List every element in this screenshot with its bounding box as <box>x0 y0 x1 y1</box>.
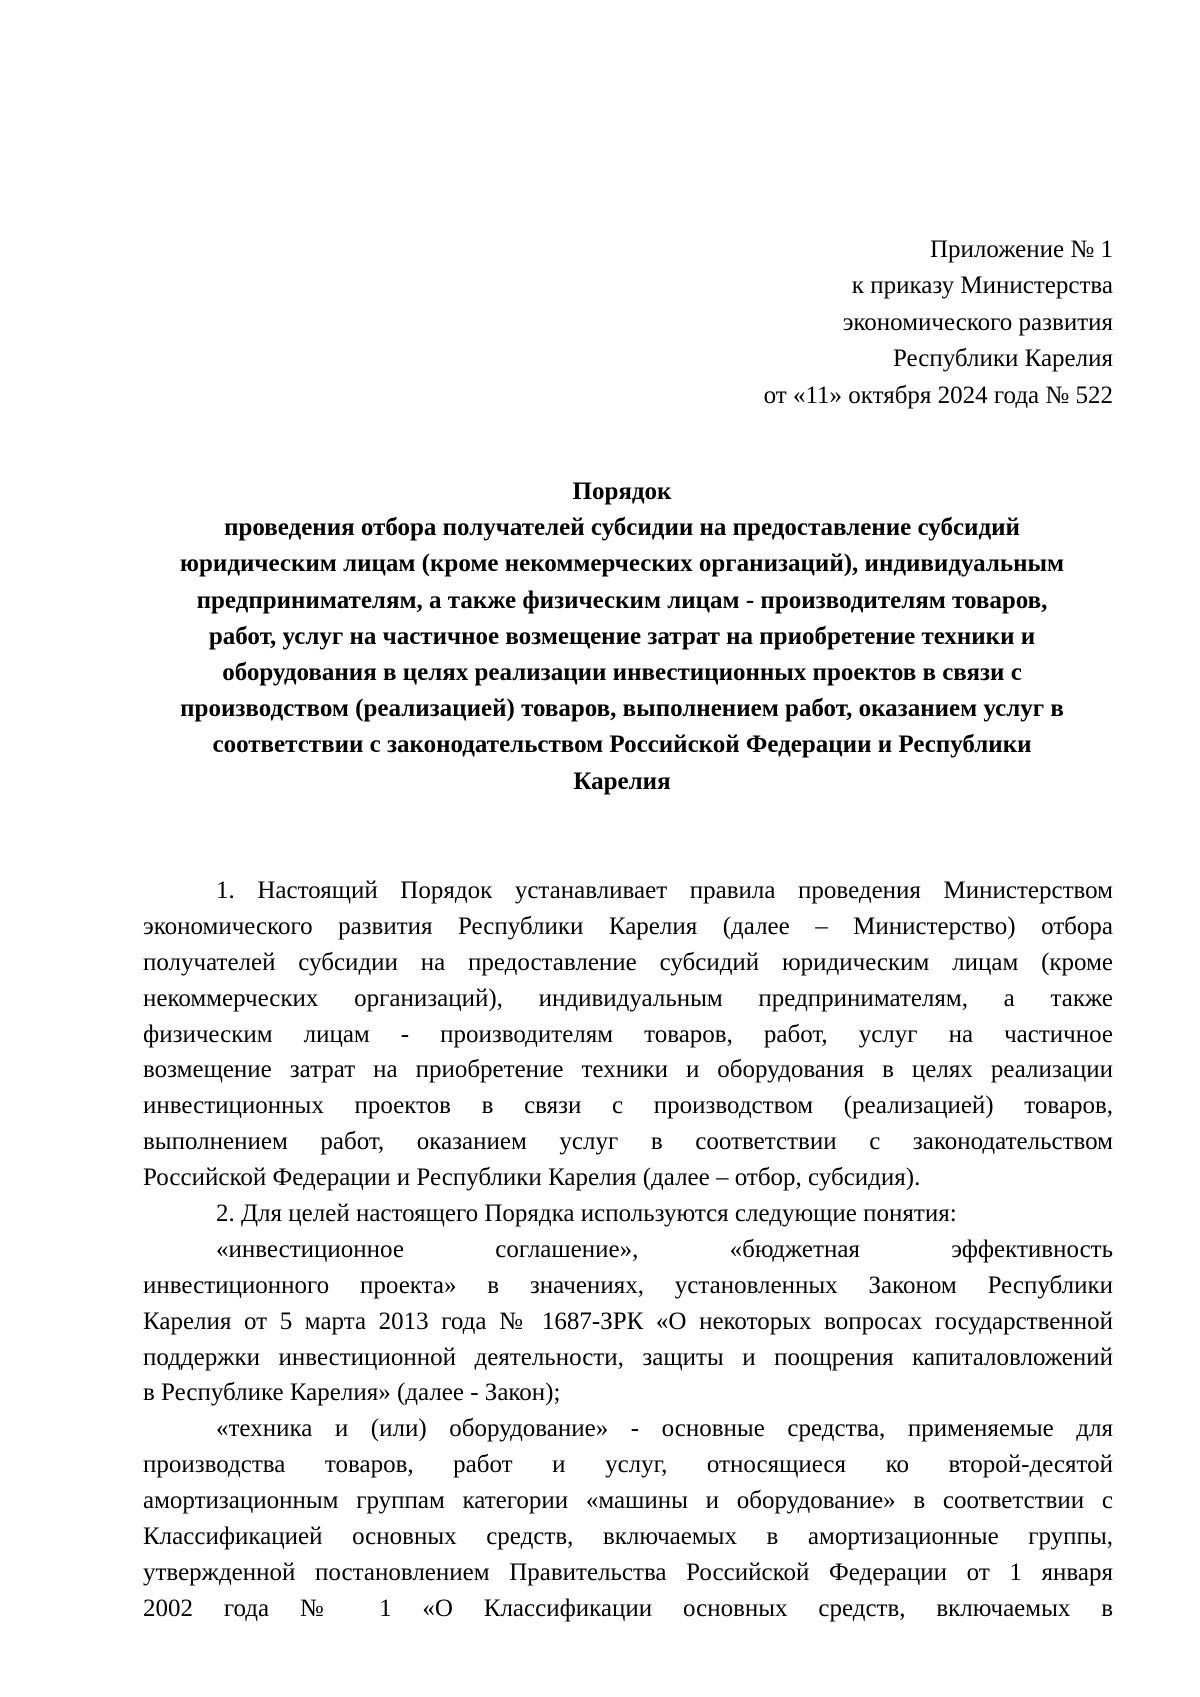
document-body <box>143 873 1113 1627</box>
title-line: оборудования в целях реализации инвестиционных проектов в связи с <box>222 659 1022 687</box>
title-line: соответствии с законодательством Российской Федерации и Республики <box>212 731 1032 759</box>
appendix-header <box>764 232 1113 414</box>
definition-2-line: 2002 года № 1 «О Классификации основных средств, включаемых в <box>143 1594 1113 1622</box>
appendix-line: к приказу Министерства <box>851 272 1113 300</box>
paragraph-1-line: физическим лицам - производителям товаров, работ, услуг на частичное <box>143 1020 1113 1048</box>
definition-2-line: «техника и (или) оборудование» - основные средства, применяемые для <box>216 1415 1113 1443</box>
appendix-line: от «11» октября 2024 года № 522 <box>763 381 1113 409</box>
appendix-line: Республики Карелия <box>892 345 1113 373</box>
paragraph-1-line: Российской Федерации и Республики Карелия (далее – отбор, субсидия). <box>143 1164 921 1192</box>
definition-2-line: производства товаров, работ и услуг, относящиеся ко второй-десятой <box>143 1451 1113 1479</box>
definition-1-line: «инвестиционное соглашение», «бюджетная эффективность <box>216 1235 1113 1263</box>
paragraph-1-line: 1. Настоящий Порядок устанавливает правила проведения Министерством <box>216 877 1113 904</box>
title-line: работ, услуг на частичное возмещение затрат на приобретение техники и <box>208 622 1036 650</box>
appendix-line: Приложение № 1 <box>929 236 1113 263</box>
paragraph-1-line: инвестиционных проектов в связи с производством (реализацией) товаров, <box>143 1092 1113 1120</box>
paragraph-1-line: выполнением работ, оказанием услуг в соответствии с законодательством <box>143 1128 1113 1156</box>
appendix-line: экономического развития <box>842 308 1113 336</box>
definition-2-line: амортизационным группам категории «машины и оборудование» в соответствии с <box>143 1487 1113 1515</box>
title-line: предпринимателям, а также физическим лицам - производителям товаров, <box>196 586 1048 614</box>
title-heading: Порядок <box>572 478 672 505</box>
definition-2-line: утвержденной постановлением Правительства Российской Федерации от 1 января <box>143 1558 1113 1586</box>
title-line: производством (реализацией) товаров, выполнением работ, оказанием услуг в <box>180 695 1064 723</box>
document-title <box>132 474 1112 800</box>
paragraph-1-line: некоммерческих организаций), индивидуальным предпринимателям, а также <box>143 984 1113 1012</box>
definition-1-line: в Республике Карелия» (далее - Закон); <box>143 1379 561 1407</box>
title-line: проведения отбора получателей субсидии на предоставление субсидий <box>224 514 1020 542</box>
definition-1-line: поддержки инвестиционной деятельности, защиты и поощрения капиталовложений <box>143 1343 1113 1371</box>
definition-1-line: инвестиционного проекта» в значениях, установленных Законом Республики <box>143 1271 1113 1299</box>
paragraph-1-line: получателей субсидии на предоставление субсидий юридическим лицам (кроме <box>143 948 1113 976</box>
title-line: юридическим лицам (кроме некоммерческих организаций), индивидуальным <box>179 550 1065 578</box>
paragraph-2-line: 2. Для целей настоящего Порядка используются следующие понятия: <box>216 1200 957 1228</box>
title-line: Карелия <box>573 767 671 795</box>
definition-1-line: Карелия от 5 марта 2013 года № 1687-ЗРК «О некоторых вопросах государственной <box>143 1307 1113 1335</box>
definition-2-line: Классификацией основных средств, включаемых в амортизационные группы, <box>143 1523 1113 1551</box>
paragraph-1-line: возмещение затрат на приобретение техники и оборудования в целях реализации <box>143 1056 1113 1084</box>
paragraph-1-line: экономического развития Республики Карелия (далее – Министерство) отбора <box>143 912 1113 940</box>
